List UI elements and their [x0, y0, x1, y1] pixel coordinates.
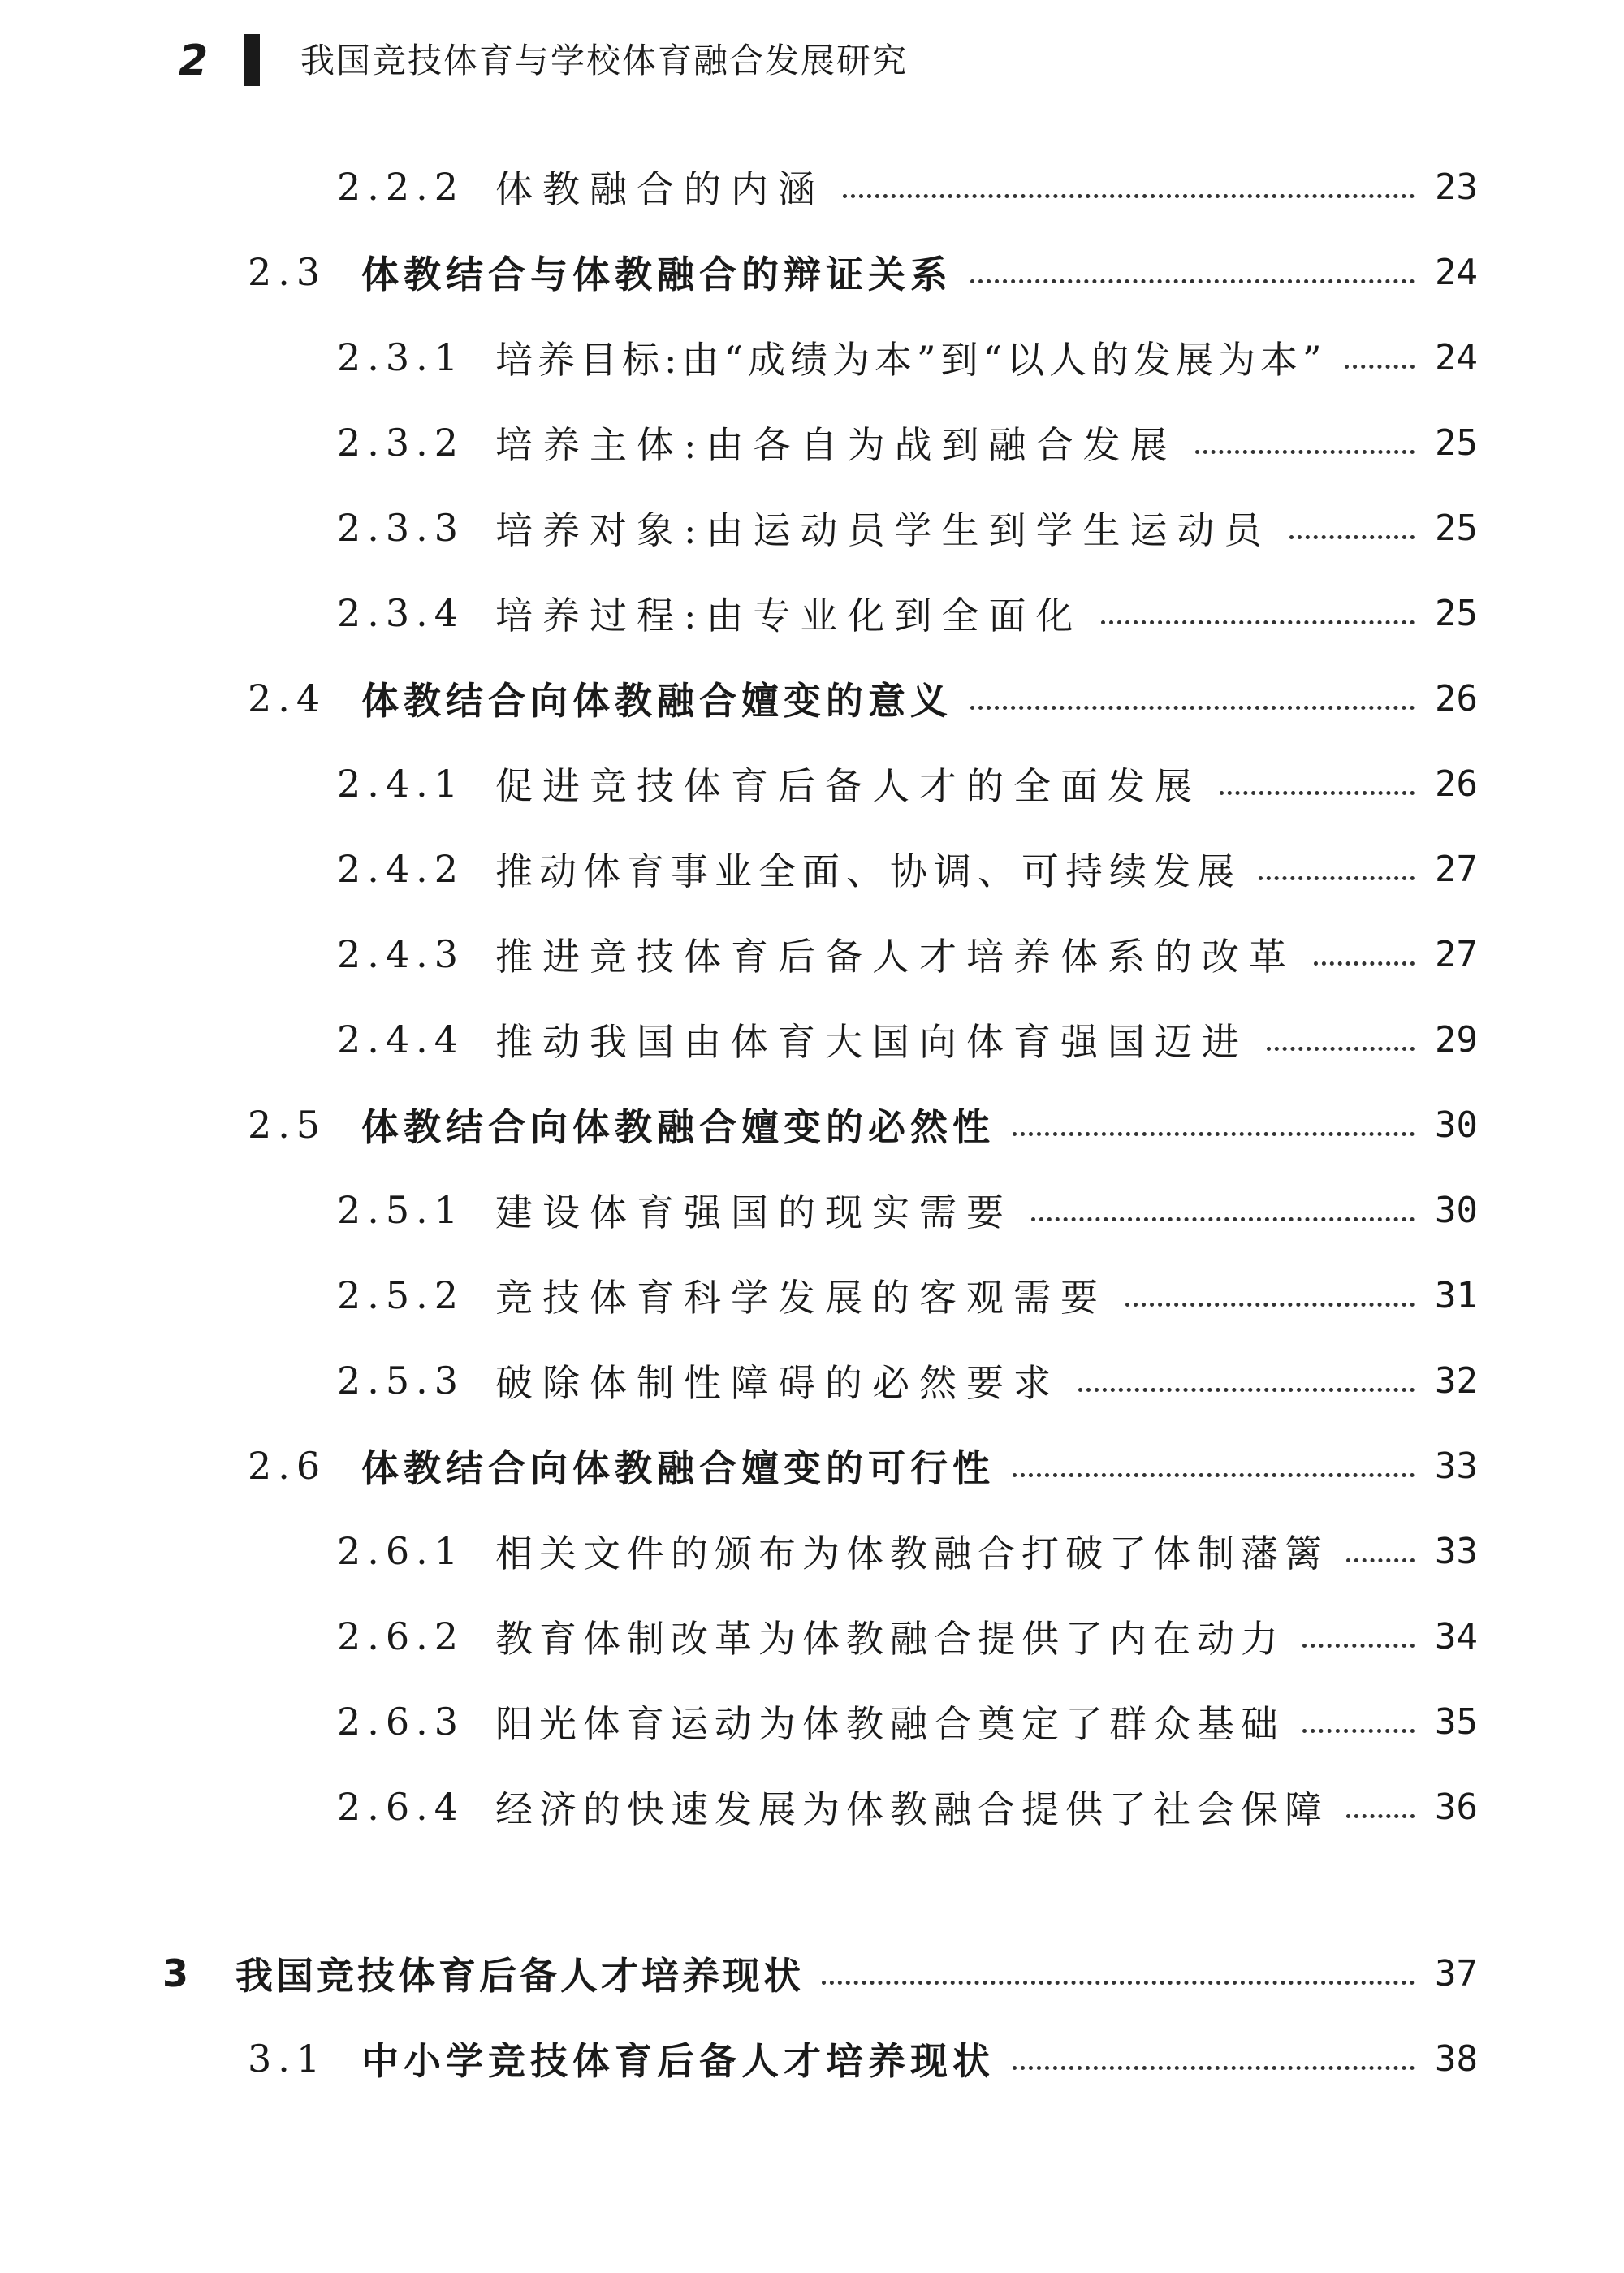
toc-entry-page: 23	[1435, 166, 1478, 208]
toc-entry-title: 相关文件的颁布为体教融合打破了体制藩篱	[495, 1532, 1328, 1575]
leader-dots	[1302, 1693, 1415, 1750]
toc-entry-number: 2.3.4	[337, 591, 465, 635]
toc-entry[interactable]	[337, 1352, 1478, 1409]
toc-entry-number: 2.4.2	[337, 847, 465, 891]
toc-entry-number: 2.5.3	[337, 1359, 465, 1402]
leader-dots	[822, 1945, 1415, 2002]
leader-dots	[1101, 585, 1415, 642]
toc-entry-title: 中小学竞技体育后备人才培养现状	[361, 2039, 995, 2083]
leader-dots	[1220, 755, 1415, 812]
toc-entry[interactable]	[337, 1523, 1478, 1579]
toc-entry[interactable]	[337, 414, 1478, 471]
toc-entry-title: 破除体制性障碍的必然要求	[495, 1361, 1060, 1405]
leader-dots	[1345, 329, 1415, 386]
toc-entry-page: 36	[1435, 1786, 1478, 1828]
leader-dots	[1031, 1182, 1415, 1238]
toc-entry[interactable]	[248, 1096, 1478, 1153]
toc-entry-title: 经济的快速发展为体教融合提供了社会保障	[495, 1787, 1328, 1831]
toc-entry-page: 26	[1435, 763, 1478, 805]
toc-entry[interactable]	[248, 244, 1478, 300]
toc-entry[interactable]	[248, 670, 1478, 727]
toc-entry-number: 2.6.3	[337, 1700, 465, 1744]
toc-entry-page: 31	[1435, 1274, 1478, 1316]
toc-entry-title: 阳光体育运动为体教融合奠定了群众基础	[495, 1702, 1285, 1746]
toc-entry-title: 教育体制改革为体教融合提供了内在动力	[495, 1617, 1285, 1661]
toc-entry-number: 2.4	[248, 676, 327, 720]
book-title: 我国竞技体育与学校体育融合发展研究	[300, 41, 909, 80]
toc-entry-number: 2.3	[248, 250, 327, 294]
toc-entry-page: 30	[1435, 1104, 1478, 1146]
toc-entry-page: 38	[1435, 2037, 1478, 2080]
toc-entry[interactable]	[337, 158, 1478, 215]
toc-entry-title: 体教结合向体教融合嬗变的可行性	[361, 1446, 995, 1490]
header-divider-bar	[244, 34, 260, 86]
leader-dots	[970, 244, 1415, 300]
leader-dots	[1125, 1267, 1415, 1324]
toc-entry-number: 2.3.1	[337, 335, 465, 379]
leader-dots	[1013, 1096, 1415, 1153]
leader-dots	[843, 158, 1415, 215]
toc-chapter-entry[interactable]	[162, 1945, 1478, 2002]
toc-entry-number: 2.5.1	[337, 1188, 465, 1232]
toc-entry-title: 体教结合与体教融合的辩证关系	[361, 253, 952, 296]
toc-entry-page: 24	[1435, 336, 1478, 378]
toc-entry-number: 2.6.2	[337, 1614, 465, 1658]
leader-dots	[1289, 499, 1415, 556]
toc-entry-page: 26	[1435, 677, 1478, 719]
toc-entry-title: 培养目标:由“成绩为本”到“以人的发展为本”	[495, 338, 1327, 382]
toc-entry[interactable]	[248, 2030, 1478, 2087]
toc-entry[interactable]	[337, 1267, 1478, 1324]
toc-entry-number: 2.3.3	[337, 506, 465, 550]
toc-entry-page: 35	[1435, 1700, 1478, 1743]
page-number: 2	[179, 37, 209, 85]
toc-entry-number: 2.4.1	[337, 762, 465, 806]
toc-entry-number: 2.3.2	[337, 421, 465, 465]
toc-entry-page: 37	[1435, 1952, 1478, 1994]
toc-entry-number: 2.4.4	[337, 1018, 465, 1061]
leader-dots	[1346, 1778, 1415, 1835]
leader-dots	[1013, 2030, 1415, 2087]
toc-entry-title: 体教结合向体教融合嬗变的必然性	[361, 1105, 995, 1149]
toc-entry-number: 2.5.2	[337, 1273, 465, 1317]
toc-entry-number: 3	[162, 1951, 196, 1995]
leader-dots	[1302, 1608, 1415, 1665]
toc-entry-page: 29	[1435, 1018, 1478, 1061]
toc-entry[interactable]	[337, 755, 1478, 812]
toc-entry[interactable]	[337, 1608, 1478, 1665]
toc-entry-number: 2.2.2	[337, 165, 465, 209]
toc-entry-page: 30	[1435, 1189, 1478, 1231]
toc-entry-page: 34	[1435, 1615, 1478, 1657]
leader-dots	[1259, 840, 1415, 897]
toc-entry-title: 推进竞技体育后备人才培养体系的改革	[495, 935, 1296, 979]
toc-entry-title: 推动我国由体育大国向体育强国迈进	[495, 1020, 1249, 1064]
leader-dots	[1346, 1523, 1415, 1579]
toc-entry-number: 2.5	[248, 1103, 327, 1147]
toc-entry-title: 体教融合的内涵	[495, 167, 825, 211]
toc-entry[interactable]	[337, 585, 1478, 642]
toc-entry-page: 33	[1435, 1530, 1478, 1572]
toc-entry-title: 推动体育事业全面、协调、可持续发展	[495, 849, 1241, 893]
toc-entry[interactable]	[337, 1778, 1478, 1835]
toc-entry-page: 33	[1435, 1445, 1478, 1487]
toc-entry[interactable]	[337, 840, 1478, 897]
toc-entry[interactable]	[337, 329, 1478, 386]
toc-entry[interactable]	[337, 1693, 1478, 1750]
toc-entry-page: 25	[1435, 421, 1478, 464]
toc-entry-page: 32	[1435, 1359, 1478, 1402]
toc-entry[interactable]	[337, 1182, 1478, 1238]
toc-entry[interactable]	[337, 499, 1478, 556]
toc-entry-page: 25	[1435, 592, 1478, 634]
toc-entry-page: 27	[1435, 933, 1478, 975]
toc-entry-number: 2.4.3	[337, 932, 465, 976]
running-header	[179, 32, 1478, 89]
toc-entry-page: 25	[1435, 507, 1478, 549]
toc-entry-title: 体教结合向体教融合嬗变的意义	[361, 679, 952, 723]
toc-entry-title: 促进竞技体育后备人才的全面发展	[495, 764, 1202, 808]
toc-entry-title: 培养主体:由各自为战到融合发展	[495, 423, 1177, 467]
toc-entry-title: 培养过程:由专业化到全面化	[495, 594, 1083, 637]
leader-dots	[1195, 414, 1415, 471]
toc-entry[interactable]	[337, 926, 1478, 983]
leader-dots	[1078, 1352, 1415, 1409]
toc-entry-title: 我国竞技体育后备人才培养现状	[235, 1954, 804, 1998]
leader-dots	[1314, 926, 1415, 983]
toc-entry-number: 2.6.4	[337, 1785, 465, 1829]
toc-entry-page: 24	[1435, 251, 1478, 293]
toc-entry-title: 建设体育强国的现实需要	[495, 1191, 1013, 1234]
leader-dots	[1267, 1011, 1415, 1068]
toc-entry-number: 2.6	[248, 1444, 327, 1488]
toc-entry[interactable]	[248, 1437, 1478, 1494]
toc-entry-title: 竞技体育科学发展的客观需要	[495, 1276, 1108, 1320]
toc-entry-title: 培养对象:由运动员学生到学生运动员	[495, 508, 1272, 552]
toc-entry-number: 3.1	[248, 2037, 327, 2081]
leader-dots	[970, 670, 1415, 727]
toc-entry-number: 2.6.1	[337, 1529, 465, 1573]
leader-dots	[1013, 1437, 1415, 1494]
toc-entry-page: 27	[1435, 848, 1478, 890]
toc-entry[interactable]	[337, 1011, 1478, 1068]
